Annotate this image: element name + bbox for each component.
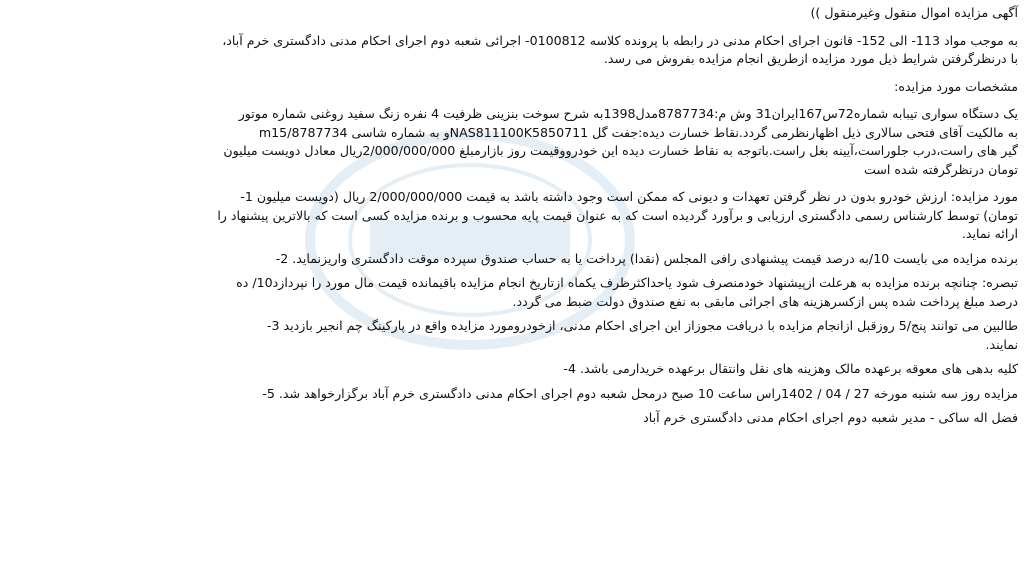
text-line: درصد مبلغ پرداخت شده پس ازکسرهزینه های اجرائی مابقی به نفع صندوق دولت ضبط می گردد. <box>512 293 1018 309</box>
specs-paragraph <box>6 105 1018 179</box>
text-line: یک دستگاه سواری تیبابه شماره72س167ایران31 وش م:8787734مدل1398به شرح سوخت بنزینی ظرفیت 4 نفره زنگ سفید روغنی شماره موتور <box>238 106 1018 121</box>
signature: فضل اله ساکی - مدیر شعبه دوم اجرای احکام مدنی دادگستری خرم آباد <box>643 410 1018 425</box>
intro-paragraph <box>6 32 1018 69</box>
text-line: مزایده روز سه شنبه مورخه 27 / 04 / 1402راس ساعت 10 صبح درمحل شعبه دوم اجرای احکام مدنی دادگستری خرم آباد برگزارخواهد شد. 5- <box>262 385 1018 401</box>
clause-3 <box>6 317 1018 354</box>
text-line: به موجب مواد 113- الی 152- قانون اجرای احکام مدنی در رابطه با پرونده کلاسه 0100812- اجرائی شعبه دوم اجرای احکام مدنی دادگستری خرم آباد، <box>222 32 1018 48</box>
clause-2 <box>6 250 1018 269</box>
text-line: طالبین می توانند پنج/5 روزقبل ازانجام مزایده با دریافت مجوزاز این اجرای احکام مدنی، ازخودرومورد مزایده واقع در پارکینگ چم انجیر بازدید 3- <box>266 318 1018 333</box>
note-paragraph <box>6 274 1018 311</box>
notice-title: آگهی مزایده اموال منقول وغیرمنقول )) <box>810 5 1018 20</box>
clause-1 <box>6 188 1018 244</box>
clause-5 <box>6 385 1018 404</box>
text-line: نمایند. <box>985 336 1018 352</box>
text-line: به مالکیت آقای فتحی سالاری ذیل اظهارنظرمی گردد.نقاط خسارت دیده:جفت گل NAS811100K5850711و به شماره شاسی m15/8787734 <box>258 124 1018 140</box>
specs-heading: مشخصات مورد مزایده: <box>894 78 1018 94</box>
text-line: تومان درنظرگرفته شده است <box>863 161 1018 177</box>
text-line: برنده مزایده می بایست 10/به درصد قیمت پیشنهادی رافی المجلس (نقدا) پرداخت یا به حساب صندوق سپرده موقت دادگستری واریزنماید. 2- <box>275 250 1018 266</box>
clause-4 <box>6 360 1018 379</box>
auction-notice <box>6 4 1018 428</box>
text-line: با درنظرگرفتن شرایط ذیل مورد مزایده ازطریق انجام مزایده بفروش می رسد. <box>603 51 1018 66</box>
text-line: تبصره: چنانچه برنده مزایده به هرعلت ازپیشنهاد خودمنصرف شود یاحداکثرظرف یکماه ازتاریخ انجام مزایده باقیمانده قیمت مال مورد را نپردازد10/ ده <box>236 275 1018 290</box>
text-line: کلیه بدهی های معوقه برعهده مالک وهزینه های نقل وانتقال برعهده خریدارمی باشد. 4- <box>563 361 1018 376</box>
text-line: تومان) توسط کارشناس رسمی دادگستری ارزیابی و برآورد گردیده است که به عنوان قیمت پایه محسوب و برنده مزایده کسی است که بالاترین پیشنهاد را <box>217 207 1018 223</box>
text-line: ارائه نماید. <box>961 226 1018 241</box>
text-line: گیر های راست،درب جلوراست،آیینه بغل راست.باتوجه به نقاط خسارت دیده این خودرووقیمت روز بازارمبلغ 2/000/000/000ریال معادل دویست میلیون <box>223 143 1018 158</box>
text-line: مورد مزایده: ارزش خودرو بدون در نظر گرفتن تعهدات و دیونی که ممکن است وجود داشته باشد به قیمت 2/000/000/000 ریال (دویست میلیون 1- <box>240 189 1018 204</box>
